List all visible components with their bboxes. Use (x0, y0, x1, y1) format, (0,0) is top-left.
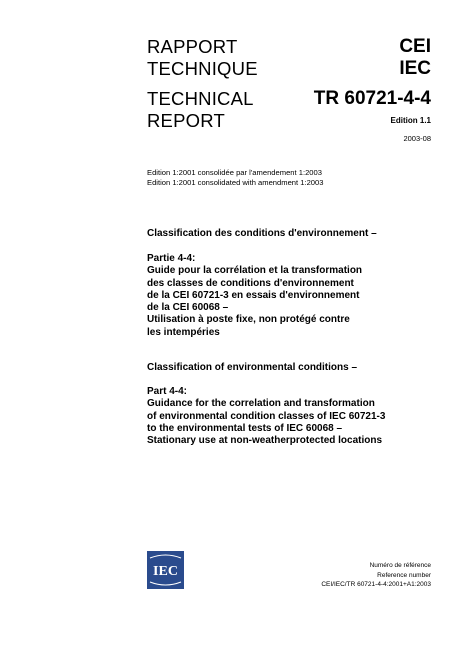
reference-label-fr: Numéro de référence (369, 562, 431, 569)
title-fr-part-line: Utilisation à poste fixe, non protégé contre (147, 314, 350, 326)
document-number: TR 60721-4-4 (313, 88, 431, 109)
report-type-fr (147, 36, 258, 80)
title-fr-part-line: Partie 4-4: (147, 253, 196, 264)
edition-note-en: Edition 1:2001 consolidated with amendment 1:2003 (147, 178, 324, 187)
reference-number-block (321, 561, 431, 590)
report-type-fr-line-2: TECHNIQUE (147, 58, 258, 79)
title-en-part-line: Stationary use at non-weatherprotected locations (147, 435, 383, 447)
organization-iec: IEC (399, 58, 431, 79)
edition-note-fr: Edition 1:2001 consolidée par l'amendement 1:2003 (147, 168, 322, 177)
title-fr-part (147, 253, 437, 339)
title-fr-part-line: de la CEI 60068 – (147, 302, 229, 314)
iec-logo-graphic (147, 551, 184, 589)
report-type-en (147, 88, 254, 132)
publication-date: 2003-08 (403, 134, 431, 143)
title-en-part-line: of environmental condition classes of IEC 60721-3 (147, 410, 386, 422)
title-fr-part-line: des classes de conditions d'environnement (147, 277, 354, 289)
title-fr-main-text: Classification des conditions d'environnement – (147, 228, 377, 239)
report-type-fr-line-1: RAPPORT (147, 36, 238, 57)
edition-notes (147, 168, 323, 188)
report-type-en-line-2: REPORT (147, 110, 225, 131)
organization-cei: CEI (399, 36, 431, 57)
title-en-main-text: Classification of environmental conditions – (147, 362, 358, 373)
title-en-part-line: Part 4-4: (147, 386, 188, 397)
reference-code: CEI/IEC/TR 60721-4-4:2001+A1:2003 (321, 581, 431, 588)
iec-logo-text: IEC (153, 564, 178, 579)
title-en-part-line: to the environmental tests of IEC 60068 – (147, 422, 343, 434)
title-en-main (147, 362, 437, 374)
title-en-part-line: Guidance for the correlation and transformation (147, 398, 375, 410)
report-type-en-line-1: TECHNICAL (147, 88, 254, 109)
organizations (399, 36, 431, 80)
title-fr-part-line: de la CEI 60721-3 en essais d'environnement (147, 289, 360, 301)
title-fr-part-line: les intempéries (147, 326, 220, 338)
title-fr-part-line: Guide pour la corrélation et la transformation (147, 265, 363, 277)
title-en-part (147, 386, 437, 447)
edition-label: Edition 1.1 (390, 116, 431, 125)
reference-label-en: Reference number (377, 571, 431, 579)
title-fr-main (147, 228, 437, 240)
iec-logo-icon (147, 551, 184, 589)
